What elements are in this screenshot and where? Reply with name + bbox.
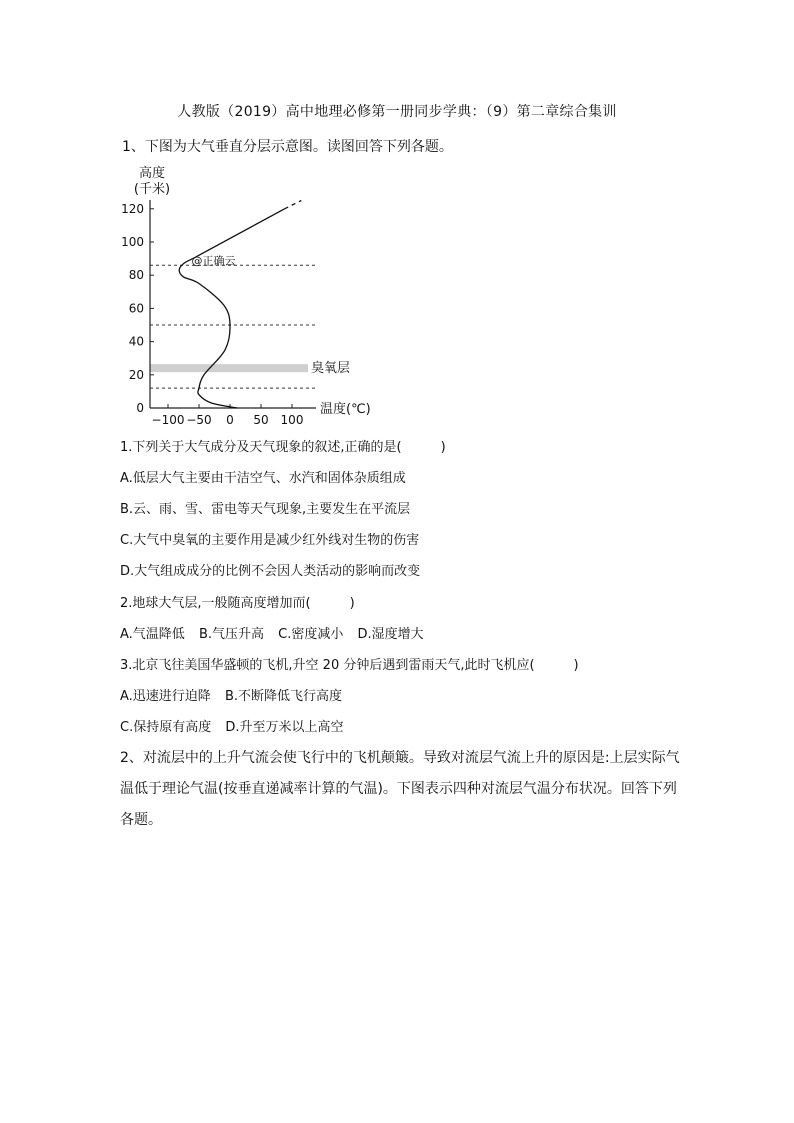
ozone-band-rect — [150, 364, 308, 372]
q1-2-option-c: C.密度减小 — [278, 627, 344, 642]
q1-3-option-b: B.不断降低飞行高度 — [224, 689, 343, 704]
y-tick-label-3: 60 — [128, 301, 144, 316]
page-title: 人教版（2019）高中地理必修第一册同步学典：（9）第二章综合集训 — [177, 104, 617, 120]
q1-3-option-c: C.保持原有高度 — [120, 720, 212, 735]
layer-boundaries — [150, 265, 316, 388]
x-tick-label-4: 100 — [280, 413, 304, 427]
question-1-1: 1.下列关于大气成分及天气现象的叙述,正确的是( ) — [120, 440, 446, 455]
series-thermosphere-dashed — [285, 201, 302, 209]
y-tick-label-1: 20 — [128, 367, 144, 382]
q1-1-option-d: D.大气组成成分的比例不会因人类活动的影响而改变 — [120, 564, 421, 579]
y-ticks — [121, 202, 154, 415]
q1-1-option-b: B.云、雨、雪、雷电等天气现象,主要发生在平流层 — [120, 502, 411, 517]
y-tick-label-4: 80 — [128, 268, 144, 283]
y-axis-label: 高度 — [138, 166, 166, 181]
q1-3-option-a: A.迅速进行迫降 — [120, 689, 211, 704]
y-tick-label-0: 0 — [136, 401, 144, 415]
question-1-intro: 1、下图为大气垂直分层示意图。读图回答下列各题。 — [122, 139, 453, 155]
q1-2-options — [120, 623, 424, 642]
series-thermosphere-line — [196, 209, 285, 257]
y-tick-label-5: 100 — [121, 235, 144, 249]
x-axis-label: 温度(℃) — [320, 402, 371, 417]
q1-2-option-a: A.气温降低 — [120, 627, 185, 642]
question-2-intro: 2、对流层中的上升气流会使飞行中的飞机颠簸。导致对流层气流上升的原因是:上层实际气温低于理论气温(按垂直递减率计算的气温)。下图表示四种对流层气温分布状况。回答下列各题。 — [120, 750, 680, 828]
x-tick-label-3: 50 — [253, 413, 269, 427]
y-tick-label-2: 40 — [128, 334, 144, 349]
y-axis-unit: (千米) — [133, 182, 171, 197]
q1-3-option-d: D.升至万米以上高空 — [225, 720, 344, 735]
question-1-3: 3.北京飞往美国华盛顿的飞机,升空 20 分钟后遇到雷雨天气,此时飞机应( ) — [120, 658, 579, 673]
x-tick-label-0: −100 — [151, 413, 185, 427]
q1-3-options-row1 — [120, 685, 342, 704]
ozone-layer-band — [150, 364, 308, 372]
y-tick-label-6: 120 — [121, 201, 144, 216]
series-temperature-profile — [179, 257, 237, 408]
x-tick-label-2: 0 — [226, 413, 234, 427]
chart-annotations — [192, 253, 350, 376]
temperature-curves — [179, 201, 301, 409]
q1-2-option-d: D.湿度增大 — [357, 627, 424, 642]
q1-1-option-c: C.大气中臭氧的主要作用是减少红外线对生物的伤害 — [120, 533, 420, 548]
ozone-layer-label: 臭氧层 — [311, 361, 351, 377]
x-ticks — [152, 404, 304, 427]
q1-1-option-a: A.低层大气主要由干洁空气、水汽和固体杂质组成 — [120, 471, 406, 486]
q1-2-option-b: B.气压升高 — [198, 627, 265, 642]
q1-3-options-row2 — [120, 716, 344, 735]
cloud-label: @正确云 — [191, 254, 236, 268]
question-1-2: 2.地球大气层,一般随高度增加而( ) — [120, 596, 355, 611]
x-tick-label-1: −50 — [186, 413, 212, 427]
